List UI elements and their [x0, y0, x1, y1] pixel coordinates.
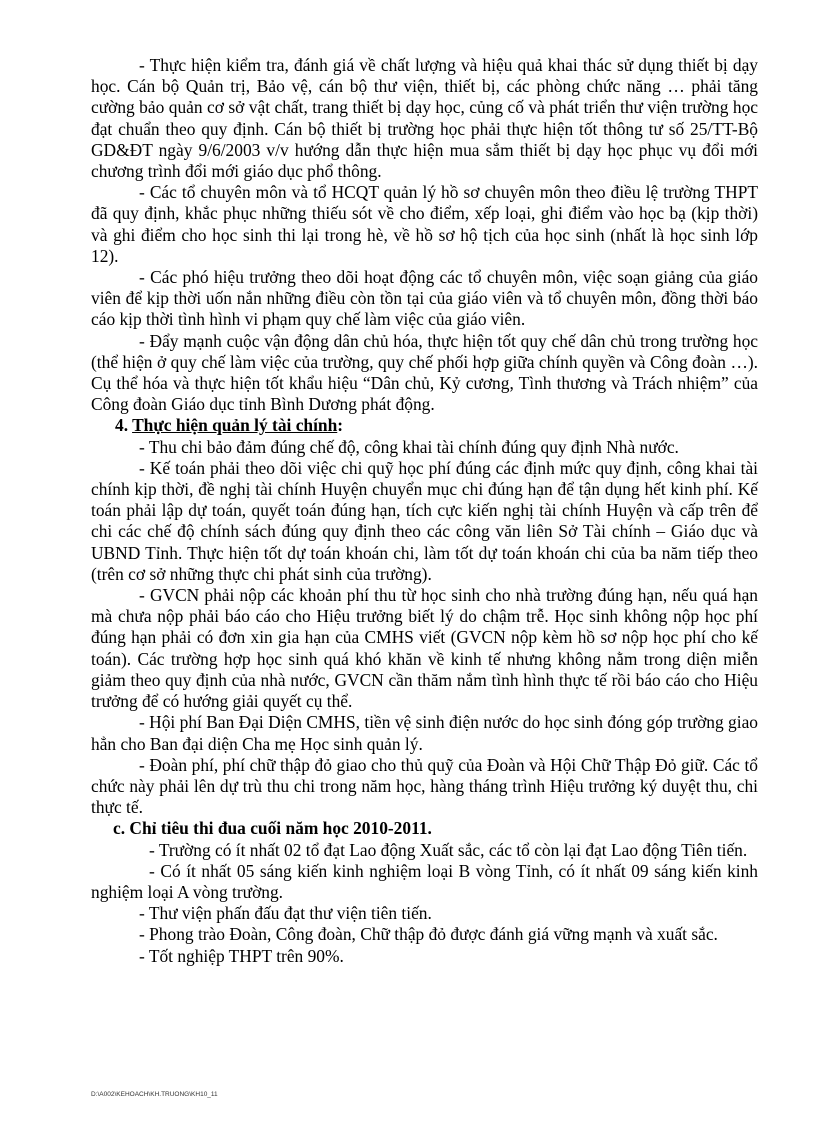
document-body	[91, 55, 758, 967]
paragraph-vice-principal-monitoring: - Các phó hiệu trưởng theo dõi hoạt động các tổ chuyên môn, việc soạn giảng của giáo viên để kịp thời uốn nắn những điều còn tồn tại của giáo viên và tổ chuyên môn, đồng thời báo cáo kịp thời tình hình vi phạm quy chế làm việc của giáo viên.	[91, 267, 758, 330]
section-title-suffix: :	[337, 415, 344, 436]
paragraph-professional-records: - Các tổ chuyên môn và tổ HCQT quản lý hồ sơ chuyên môn theo điều lệ trường THPT đã quy định, khắc phục những thiếu sót về cho điểm, xếp loại, ghi điểm vào học bạ (kịp thời) và ghi điểm cho học sinh thi lại trong hè, về hồ sơ hộ tịch của học sinh (nhất là học sinh lớp 12).	[91, 182, 758, 266]
section-heading-finance	[91, 415, 758, 436]
paragraph-finance-rules: - Thu chi bảo đảm đúng chế độ, công khai tài chính đúng quy định Nhà nước.	[139, 436, 679, 457]
paragraph-equipment-inspection: - Thực hiện kiểm tra, đánh giá về chất lượng và hiệu quả khai thác sử dụng thiết bị dạy học. Cán bộ Quản trị, Bảo vệ, cán bộ thư viện, thiết bị, các phòng chức năng … phải tăng cường bảo quản cơ sở vật chất, trang thiết bị dạy học, củng cố và phát triển thư viện trường học đạt chuẩn theo quy định. Cán bộ thiết bị trường học phải thực hiện tốt thông tư số 25/TT-Bộ GD&ĐT ngày 9/6/2003 v/v hướng dẫn thực hiện mua sắm thiết bị dạy học phục vụ đổi mới chương trình đổi mới giáo dục phổ thông.	[91, 55, 758, 182]
paragraph-target-unions: - Phong trào Đoàn, Công đoàn, Chữ thập đỏ được đánh giá vững mạnh và xuất sắc.	[139, 924, 718, 945]
paragraph-homeroom-fees: - GVCN phải nộp các khoản phí thu từ học sinh cho nhà trường đúng hạn, nếu quá hạn mà chưa nộp phải báo cáo cho Hiệu trưởng biết lý do chậm trễ. Học sinh không nộp học phí đúng hạn phải có đơn xin gia hạn của CMHS viết (GVCN nộp kèm hồ sơ nộp học phí cho kế toán). Các trường hợp học sinh quá khó khăn về kinh tế nhưng không nằm trong diện miễn giảm theo quy định của nhà nước, GVCN cần thăm nắm tình hình thực tế rồi báo cáo cho Hiệu trưởng để có hướng giải quyết cụ thể.	[91, 585, 758, 712]
section-number: 4.	[115, 415, 133, 436]
paragraph-democracy-campaign: - Đẩy mạnh cuộc vận động dân chủ hóa, thực hiện tốt quy chế dân chủ trong trường học (thể hiện ở quy chế làm việc của trường, quy chế phối hợp giữa chính quyền và Công đoàn …). Cụ thể hóa và thực hiện tốt khẩu hiệu “Dân chủ, Kỷ cương, Tình thương và Trách nhiệm” của Công đoàn Giáo dục tỉnh Bình Dương phát động.	[91, 330, 758, 415]
paragraph-target-initiatives: - Có ít nhất 05 sáng kiến kinh nghiệm loại B vòng Tỉnh, có ít nhất 09 sáng kiến kinh nghiệm loại A vòng trường.	[91, 860, 758, 902]
footer-file-path: D:\A002\KEHOACH\KH.TRUONG\KH10_11	[91, 1091, 218, 1098]
section-heading-targets: c. Chỉ tiêu thi đua cuối năm học 2010-2011.	[113, 818, 432, 839]
section-title: Thực hiện quản lý tài chính	[132, 415, 338, 436]
paragraph-parent-association-fees: - Hội phí Ban Đại Diện CMHS, tiền vệ sinh điện nước do học sinh đóng góp trường giao hẳn cho Ban đại diện Cha mẹ Học sinh quản lý.	[91, 712, 758, 754]
paragraph-union-fees: - Đoàn phí, phí chữ thập đỏ giao cho thủ quỹ của Đoàn và Hội Chữ Thập Đỏ giữ. Các tổ chức này phải lên dự trù thu chi trong năm học, hàng tháng trình Hiệu trưởng ký duyệt thu, chi thực tế.	[91, 754, 758, 818]
paragraph-target-labor: - Trường có ít nhất 02 tổ đạt Lao động Xuất sắc, các tổ còn lại đạt Lao động Tiên tiến.	[149, 839, 748, 860]
paragraph-target-library: - Thư viện phấn đấu đạt thư viện tiên tiến.	[139, 903, 432, 924]
paragraph-target-graduation: - Tốt nghiệp THPT trên 90%.	[139, 945, 344, 966]
paragraph-accountant-duties: - Kế toán phải theo dõi việc chi quỹ học phí đúng các định mức quy định, công khai tài chính kịp thời, đề nghị tài chính Huyện chuyển mục chi đúng hạn để tận dụng hết kinh phí. Kế toán phải lập dự toán, quyết toán đúng hạn, tích cực kiến nghị tài chính Huyện và cấp trên để chi các chế độ chính sách đúng quy định theo các công văn liên Sở Tài chính – Giáo dục và UBND Tỉnh. Thực hiện tốt dự toán khoán chi, làm tốt dự toán khoán chi của ba năm tiếp theo (trên cơ sở những thực chi phát sinh của trường).	[91, 457, 758, 584]
